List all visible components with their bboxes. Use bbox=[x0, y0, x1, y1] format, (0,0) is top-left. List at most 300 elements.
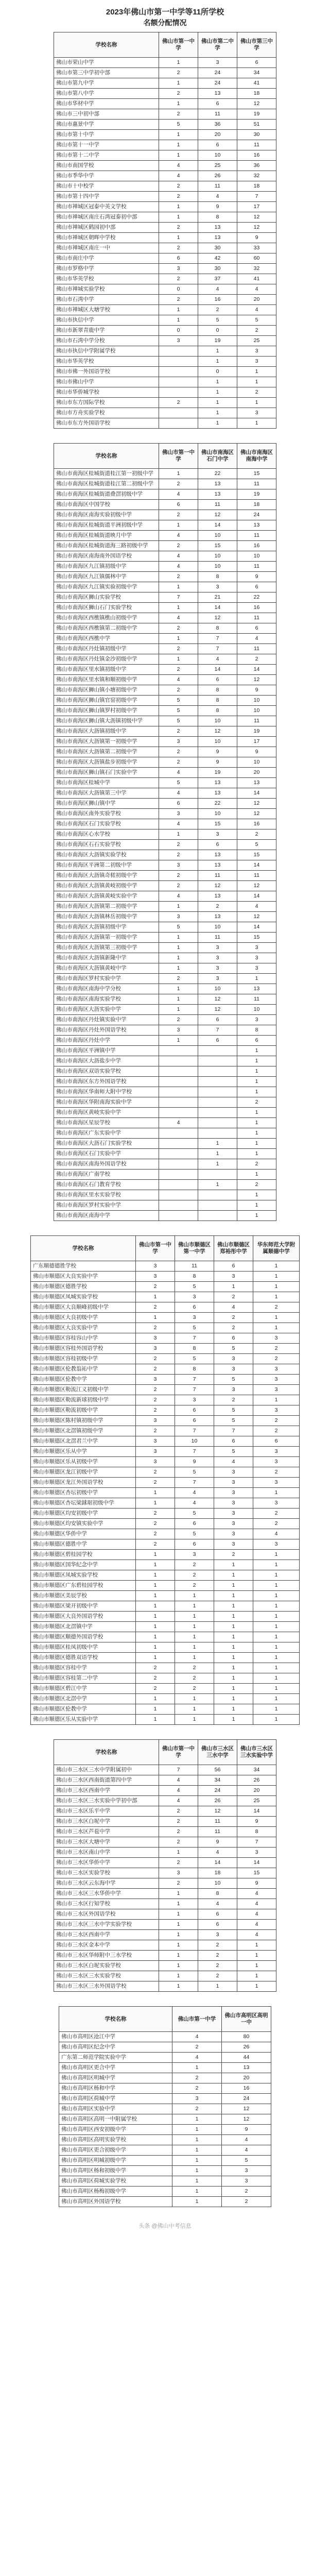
quota-cell: 2 bbox=[222, 2187, 271, 2197]
school-name-cell: 佛山市南海区双语实验学校 bbox=[54, 1066, 159, 1077]
quota-cell: 1 bbox=[159, 902, 198, 912]
quota-cell: 1 bbox=[136, 1612, 175, 1622]
quota-cell: 6 bbox=[175, 1302, 214, 1313]
table-row bbox=[54, 592, 276, 603]
table-row bbox=[54, 1056, 276, 1066]
quota-cell: 13 bbox=[198, 860, 237, 871]
quota-cell: 1 bbox=[253, 1313, 300, 1323]
school-name-cell: 佛山市南海区罗村实验中学 bbox=[54, 974, 159, 984]
quota-cell: 1 bbox=[175, 1632, 214, 1642]
quota-cell: 1 bbox=[237, 1981, 276, 1992]
table-row bbox=[54, 1097, 276, 1108]
table-row bbox=[54, 315, 276, 326]
school-name-cell: 佛山市南海区桂城街道平洲初级中学 bbox=[54, 520, 159, 531]
table-row bbox=[59, 2042, 271, 2053]
table-row bbox=[54, 1940, 276, 1951]
quota-cell: 3 bbox=[214, 1539, 253, 1550]
table-row bbox=[54, 150, 276, 161]
quota-cell: 1 bbox=[253, 1323, 300, 1333]
school-name-cell: 佛山市南海区平洲第二初级中学 bbox=[54, 860, 159, 871]
quota-cell: 3 bbox=[253, 1364, 300, 1375]
quota-cell: 2 bbox=[159, 747, 198, 757]
school-name-cell: 佛山市顺德区凤城实验学校 bbox=[31, 1570, 136, 1581]
table-row bbox=[54, 223, 276, 233]
quota-cell: 60 bbox=[237, 253, 276, 264]
quota-cell: 1 bbox=[159, 1899, 198, 1909]
quota-cell: 2 bbox=[136, 1509, 175, 1519]
table-row bbox=[31, 1292, 300, 1302]
quota-cell: 14 bbox=[237, 788, 276, 799]
school-name-cell: 佛山市三水区西南街道第四中学 bbox=[54, 1775, 159, 1786]
quota-cell: 4 bbox=[159, 531, 198, 541]
quota-cell: 9 bbox=[237, 233, 276, 243]
quota-cell: 1 bbox=[136, 1550, 175, 1560]
school-name-cell: 佛山市东方国际学校 bbox=[54, 398, 159, 408]
school-name-cell: 佛山市顺德区大良实验中学 bbox=[31, 1272, 136, 1282]
quota-cell: 4 bbox=[159, 675, 198, 685]
school-name-cell: 佛山市南海区大沥镇第二初级中学 bbox=[54, 902, 159, 912]
table-row bbox=[31, 1354, 300, 1364]
quota-cell: 2 bbox=[237, 654, 276, 665]
quota-cell: 8 bbox=[198, 572, 237, 582]
quota-cell: 2 bbox=[214, 1550, 253, 1560]
school-name-cell: 佛山市南海区石门教育学校 bbox=[54, 1180, 159, 1190]
quota-cell: 2 bbox=[136, 1385, 175, 1395]
quota-cell: 14 bbox=[237, 860, 276, 871]
table-row bbox=[54, 1211, 276, 1221]
quota-cell: 3 bbox=[237, 1848, 276, 1858]
table-row bbox=[54, 737, 276, 747]
quota-cell: 6 bbox=[198, 1909, 237, 1920]
quota-cell: 12 bbox=[237, 809, 276, 819]
table-row bbox=[54, 418, 276, 429]
quota-cell: 1 bbox=[159, 212, 198, 223]
quota-cell: 1 bbox=[253, 1591, 300, 1601]
quota-cell: 3 bbox=[253, 1405, 300, 1416]
quota-cell: 12 bbox=[237, 799, 276, 809]
quota-cell: 2 bbox=[253, 1519, 300, 1529]
table-row bbox=[54, 860, 276, 871]
quota-cell: 1 bbox=[175, 1694, 214, 1704]
quota-cell: 1 bbox=[214, 1704, 253, 1715]
quota-cell: 1 bbox=[214, 1581, 253, 1591]
table-row bbox=[54, 850, 276, 860]
table-row bbox=[31, 1385, 300, 1395]
school-name-cell: 佛山市南海区狮山镇小塘初级中学 bbox=[54, 685, 159, 696]
quota-cell: 2 bbox=[175, 1570, 214, 1581]
table-row bbox=[54, 912, 276, 922]
school-name-cell: 佛山市顺德区德胜双语学校 bbox=[31, 1653, 136, 1663]
quota-cell: 2 bbox=[198, 902, 237, 912]
school-name-cell: 佛山市石湾中学 bbox=[54, 295, 159, 305]
quota-cell: 12 bbox=[237, 881, 276, 891]
table-row bbox=[31, 1478, 300, 1488]
table-row bbox=[54, 840, 276, 850]
quota-cell: 5 bbox=[175, 1509, 214, 1519]
quota-cell: 1 bbox=[159, 202, 198, 212]
quota-cell: 2 bbox=[136, 1478, 175, 1488]
school-name-cell: 佛山市第十二中学 bbox=[54, 150, 159, 161]
quota-cell: 2 bbox=[159, 68, 198, 78]
quota-cell: 1 bbox=[214, 1684, 253, 1694]
quota-cell: 11 bbox=[237, 613, 276, 623]
quota-cell: 3 bbox=[172, 2094, 222, 2104]
quota-cell: 1 bbox=[237, 1066, 276, 1077]
quota-cell: 12 bbox=[198, 613, 237, 623]
table-row bbox=[54, 1066, 276, 1077]
school-name-cell: 佛山市南海区石门实验学校 bbox=[54, 819, 159, 829]
quota-cell: 3 bbox=[136, 1375, 175, 1385]
quota-cell: 1 bbox=[159, 1951, 198, 1961]
table-row bbox=[54, 479, 276, 489]
quota-cell bbox=[159, 1139, 198, 1149]
quota-cell bbox=[159, 1066, 198, 1077]
quota-cell: 1 bbox=[253, 1395, 300, 1405]
school-name-cell: 佛山市南海区南海实验初级中学 bbox=[54, 510, 159, 520]
quota-cell: 7 bbox=[237, 192, 276, 202]
quota-cell: 4 bbox=[159, 551, 198, 562]
table-row bbox=[54, 881, 276, 891]
quota-cell: 19 bbox=[237, 726, 276, 737]
school-name-cell: 佛山市南海区南外实验学校 bbox=[54, 809, 159, 819]
quota-cell: 14 bbox=[198, 603, 237, 613]
school-name-cell: 佛山市华材中学 bbox=[54, 99, 159, 109]
quota-cell: 1 bbox=[159, 305, 198, 315]
school-name-cell: 佛山市三水区南山中学 bbox=[54, 1848, 159, 1858]
quota-cell: 4 bbox=[222, 2135, 271, 2145]
school-name-cell: 佛山市南海区九江镇儒林中学 bbox=[54, 572, 159, 582]
quota-cell: 1 bbox=[237, 1139, 276, 1149]
table-row bbox=[31, 1498, 300, 1509]
table-row bbox=[54, 696, 276, 706]
column-header: 学校名称 bbox=[31, 1236, 136, 1261]
school-name-cell: 佛山市三水区云东海中学 bbox=[54, 1878, 159, 1889]
column-header: 华东师范大学附属顺德中学 bbox=[253, 1236, 300, 1261]
table-row bbox=[31, 1653, 300, 1663]
quota-cell: 6 bbox=[237, 58, 276, 68]
school-name-cell: 佛山市南海区石石实验学校 bbox=[54, 840, 159, 850]
school-name-cell: 佛山市顺德区国华纪念中学 bbox=[31, 1560, 136, 1570]
table-row bbox=[59, 2145, 271, 2156]
table-row bbox=[54, 233, 276, 243]
table-row bbox=[59, 2197, 271, 2207]
quota-cell: 1 bbox=[172, 2187, 222, 2197]
quota-cell: 2 bbox=[159, 644, 198, 654]
school-name-cell: 佛山市三中初中部 bbox=[54, 109, 159, 120]
quota-cell: 1 bbox=[198, 408, 237, 418]
table-row bbox=[54, 933, 276, 943]
quota-cell: 4 bbox=[237, 1889, 276, 1899]
quota-cell: 11 bbox=[237, 644, 276, 654]
quota-cell bbox=[198, 1087, 237, 1097]
table-row bbox=[59, 2125, 271, 2135]
table-row bbox=[54, 1951, 276, 1961]
quota-cell: 8 bbox=[198, 1889, 237, 1899]
quota-cell: 11 bbox=[198, 500, 237, 510]
school-name-cell: 佛山市三水区三水华侨中学 bbox=[54, 1889, 159, 1899]
quota-cell: 1 bbox=[175, 1642, 214, 1653]
quota-cell: 2 bbox=[159, 685, 198, 696]
quota-cell: 2 bbox=[136, 1302, 175, 1313]
quota-cell: 3 bbox=[214, 1498, 253, 1509]
quota-cell: 1 bbox=[175, 1612, 214, 1622]
quota-cell: 2 bbox=[175, 1663, 214, 1673]
quota-cell: 17 bbox=[237, 737, 276, 747]
table-row bbox=[31, 1302, 300, 1313]
quota-cell: 4 bbox=[198, 192, 237, 202]
school-name-cell: 佛山市禅城区鹤园初中部 bbox=[54, 223, 159, 233]
quota-cell: 34 bbox=[237, 1765, 276, 1775]
school-name-cell: 佛山市南海区狮山镇大沥镇初级中学 bbox=[54, 716, 159, 726]
quota-cell: 1 bbox=[237, 1149, 276, 1159]
quota-cell: 5 bbox=[175, 1323, 214, 1333]
quota-cell: 21 bbox=[198, 592, 237, 603]
quota-cell: 14 bbox=[237, 665, 276, 675]
quota-cell: 1 bbox=[253, 1622, 300, 1632]
school-name-cell: 佛山市第十一中学 bbox=[54, 140, 159, 150]
quota-cell: 1 bbox=[237, 1087, 276, 1097]
school-name-cell: 佛山市顺德区勒流江义初级中学 bbox=[31, 1385, 136, 1395]
quota-cell: 24 bbox=[198, 78, 237, 89]
school-name-cell: 佛山市南海区狮山镇官窑初级中学 bbox=[54, 696, 159, 706]
quota-cell: 10 bbox=[237, 757, 276, 768]
quota-cell: 1 bbox=[237, 1961, 276, 1971]
quota-cell: 16 bbox=[237, 541, 276, 551]
quota-cell: 1 bbox=[175, 1601, 214, 1612]
quota-cell: 1 bbox=[214, 1570, 253, 1581]
quota-cell: 3 bbox=[253, 1498, 300, 1509]
school-name-cell: 佛山市南海区星辰学校 bbox=[54, 1118, 159, 1128]
quota-cell: 2 bbox=[175, 1684, 214, 1694]
school-name-cell: 佛山市执信中学 bbox=[54, 315, 159, 326]
quota-cell: 1 bbox=[253, 1560, 300, 1570]
table-row bbox=[54, 1077, 276, 1087]
quota-cell: 1 bbox=[237, 398, 276, 408]
quota-cell: 3 bbox=[237, 963, 276, 974]
table-row bbox=[54, 1180, 276, 1190]
quota-cell: 2 bbox=[172, 2042, 222, 2053]
school-name-cell: 佛山市南海区大沥镇林岳初级中学 bbox=[54, 912, 159, 922]
quota-cell: 19 bbox=[198, 336, 237, 346]
quota-cell: 7 bbox=[198, 634, 237, 644]
table-row bbox=[54, 510, 276, 520]
quota-cell: 11 bbox=[198, 1817, 237, 1827]
quota-cell: 2 bbox=[214, 1292, 253, 1302]
table-row bbox=[59, 2176, 271, 2187]
quota-cell: 2 bbox=[214, 1313, 253, 1323]
quota-cell: 1 bbox=[237, 1170, 276, 1180]
school-name-cell: 佛山市南海区大沥镇盐步初级中学 bbox=[54, 757, 159, 768]
quota-cell: 15 bbox=[237, 933, 276, 943]
quota-cell bbox=[198, 1128, 237, 1139]
quota-cell: 1 bbox=[253, 1684, 300, 1694]
table-row bbox=[54, 1817, 276, 1827]
quota-cell: 2 bbox=[136, 1354, 175, 1364]
quota-cell: 2 bbox=[253, 1302, 300, 1313]
quota-cell: 6 bbox=[198, 1920, 237, 1930]
quota-cell: 11 bbox=[198, 181, 237, 192]
quota-cell: 14 bbox=[237, 922, 276, 933]
quota-cell: 14 bbox=[237, 1806, 276, 1817]
quota-cell: 44 bbox=[222, 2053, 271, 2063]
quota-cell: 2 bbox=[136, 1539, 175, 1550]
table-row bbox=[54, 747, 276, 757]
quota-cell: 20 bbox=[237, 295, 276, 305]
table-row bbox=[54, 295, 276, 305]
table-row bbox=[54, 1961, 276, 1971]
quota-cell: 4 bbox=[237, 305, 276, 315]
quota-cell: 1 bbox=[172, 2145, 222, 2156]
quota-cell: 6 bbox=[237, 1036, 276, 1046]
quota-cell: 2 bbox=[237, 1097, 276, 1108]
quota-cell: 6 bbox=[237, 582, 276, 592]
quota-cell: 6 bbox=[175, 1416, 214, 1426]
quota-cell: 1 bbox=[159, 1971, 198, 1981]
quota-cell: 6 bbox=[214, 1261, 253, 1272]
quota-cell: 4 bbox=[198, 1848, 237, 1858]
school-name-cell: 佛山市顺德区凤城实验学校 bbox=[31, 1292, 136, 1302]
quota-cell: 1 bbox=[159, 634, 198, 644]
table-row bbox=[54, 1108, 276, 1118]
quota-cell: 13 bbox=[237, 984, 276, 994]
quota-cell: 4 bbox=[159, 161, 198, 171]
school-name-cell: 佛山市南海区大沥镇第三初级中学 bbox=[54, 943, 159, 953]
quota-cell: 2 bbox=[159, 295, 198, 305]
quota-cell: 2 bbox=[159, 1878, 198, 1889]
quota-cell: 4 bbox=[159, 613, 198, 623]
table-row bbox=[54, 1159, 276, 1170]
table-row bbox=[31, 1447, 300, 1457]
quota-cell: 6 bbox=[159, 500, 198, 510]
quota-cell: 20 bbox=[222, 2073, 271, 2083]
quota-cell: 3 bbox=[214, 1364, 253, 1375]
quota-cell: 3 bbox=[198, 582, 237, 592]
table-row bbox=[54, 613, 276, 623]
quota-cell: 3 bbox=[237, 953, 276, 963]
quota-cell: 36 bbox=[237, 161, 276, 171]
school-name-cell: 佛山市顺德区容桂容山中学 bbox=[31, 1333, 136, 1344]
quota-cell: 3 bbox=[136, 1416, 175, 1426]
quota-cell: 1 bbox=[136, 1653, 175, 1663]
quota-cell: 1 bbox=[172, 2063, 222, 2073]
table-row bbox=[54, 582, 276, 592]
table-row bbox=[54, 192, 276, 202]
quota-cell: 5 bbox=[159, 696, 198, 706]
quota-cell: 8 bbox=[198, 706, 237, 716]
quota-cell: 2 bbox=[136, 1467, 175, 1478]
column-header: 佛山市第一中学 bbox=[159, 444, 198, 469]
quota-cell: 1 bbox=[159, 78, 198, 89]
quota-cell: 1 bbox=[198, 398, 237, 408]
quota-cell: 3 bbox=[214, 1385, 253, 1395]
quota-cell: 11 bbox=[175, 1261, 214, 1272]
quota-cell: 1 bbox=[175, 1715, 214, 1725]
quota-cell: 3 bbox=[198, 974, 237, 984]
quota-cell bbox=[159, 377, 198, 387]
school-name-cell: 佛山市南海区大沥石门实验学校 bbox=[54, 1139, 159, 1149]
table-row bbox=[31, 1272, 300, 1282]
school-name-cell: 佛山市顺德区梁开初级中学 bbox=[31, 1601, 136, 1612]
quota-cell: 1 bbox=[198, 1981, 237, 1992]
quota-cell bbox=[198, 1066, 237, 1077]
quota-cell: 2 bbox=[222, 2197, 271, 2207]
table-row bbox=[54, 1878, 276, 1889]
quota-cell: 1 bbox=[198, 387, 237, 398]
table-row bbox=[54, 120, 276, 130]
quota-cell: 0 bbox=[159, 326, 198, 336]
table-row bbox=[54, 654, 276, 665]
school-name-cell: 佛山市三水区三水实验中学初中部 bbox=[54, 1796, 159, 1806]
column-header: 佛山市第一中学 bbox=[136, 1236, 175, 1261]
quota-cell: 2 bbox=[159, 192, 198, 202]
quota-cell: 19 bbox=[237, 489, 276, 500]
table-row bbox=[59, 2073, 271, 2083]
table-row bbox=[54, 264, 276, 274]
quota-cell bbox=[159, 1108, 198, 1118]
school-name-cell: 佛山市南海区丹灶中学 bbox=[54, 1036, 159, 1046]
school-name-cell: 佛山市南海区中国学校 bbox=[54, 500, 159, 510]
quota-cell: 1 bbox=[198, 1180, 237, 1190]
quota-cell: 1 bbox=[175, 1704, 214, 1715]
quota-cell: 2 bbox=[175, 1581, 214, 1591]
table-row bbox=[31, 1395, 300, 1405]
table-row bbox=[31, 1282, 300, 1292]
quota-cell: 6 bbox=[159, 253, 198, 264]
school-name-cell: 佛山市南海区南海实验学校 bbox=[54, 994, 159, 1005]
table-row bbox=[31, 1715, 300, 1725]
school-name-cell: 佛山市顺德区均安镇实验中学 bbox=[31, 1519, 136, 1529]
quota-cell: 1 bbox=[237, 1200, 276, 1211]
school-name-cell: 佛山市南海区九江镇实验初级中学 bbox=[54, 582, 159, 592]
quota-cell: 1 bbox=[214, 1560, 253, 1570]
quota-cell: 2 bbox=[136, 1684, 175, 1694]
quota-cell: 2 bbox=[198, 1961, 237, 1971]
school-name-cell: 佛山市南海区里水镇和顺初级中学 bbox=[54, 675, 159, 685]
quota-cell bbox=[159, 1200, 198, 1211]
quota-cell: 1 bbox=[159, 315, 198, 326]
school-name-cell: 广东第二师范学院实验中学 bbox=[59, 2053, 172, 2063]
allocation-tables bbox=[0, 32, 330, 2207]
quota-cell: 1 bbox=[159, 1961, 198, 1971]
quota-cell: 3 bbox=[222, 2176, 271, 2187]
table-row bbox=[59, 2104, 271, 2114]
quota-cell: 10 bbox=[198, 1878, 237, 1889]
quota-cell: 4 bbox=[159, 1796, 198, 1806]
school-name-cell: 佛山市禅城区大塘学校 bbox=[54, 305, 159, 315]
school-name-cell: 佛山市顺德区大良外国语学校 bbox=[31, 1612, 136, 1622]
column-header: 学校名称 bbox=[54, 32, 159, 58]
school-name-cell: 佛山市南海区桂城街道叠滘初级中学 bbox=[54, 489, 159, 500]
quota-cell: 25 bbox=[237, 336, 276, 346]
quota-cell: 1 bbox=[198, 1159, 237, 1170]
table-row bbox=[54, 1848, 276, 1858]
school-name-cell: 佛山市高明区荷城中学 bbox=[59, 2094, 172, 2104]
table-row bbox=[59, 2156, 271, 2166]
quota-cell: 36 bbox=[198, 120, 237, 130]
quota-cell: 10 bbox=[198, 562, 237, 572]
quota-cell: 2 bbox=[237, 387, 276, 398]
quota-cell: 18 bbox=[198, 1868, 237, 1878]
table-row bbox=[54, 1190, 276, 1200]
quota-cell: 10 bbox=[198, 922, 237, 933]
school-name-cell: 佛山市南海区大沥镇奇槎初级中学 bbox=[54, 871, 159, 881]
table-row bbox=[54, 212, 276, 223]
table-row bbox=[31, 1457, 300, 1467]
quota-cell: 13 bbox=[198, 89, 237, 99]
quota-cell: 2 bbox=[136, 1282, 175, 1292]
quota-cell bbox=[159, 1159, 198, 1170]
table-row bbox=[54, 346, 276, 357]
